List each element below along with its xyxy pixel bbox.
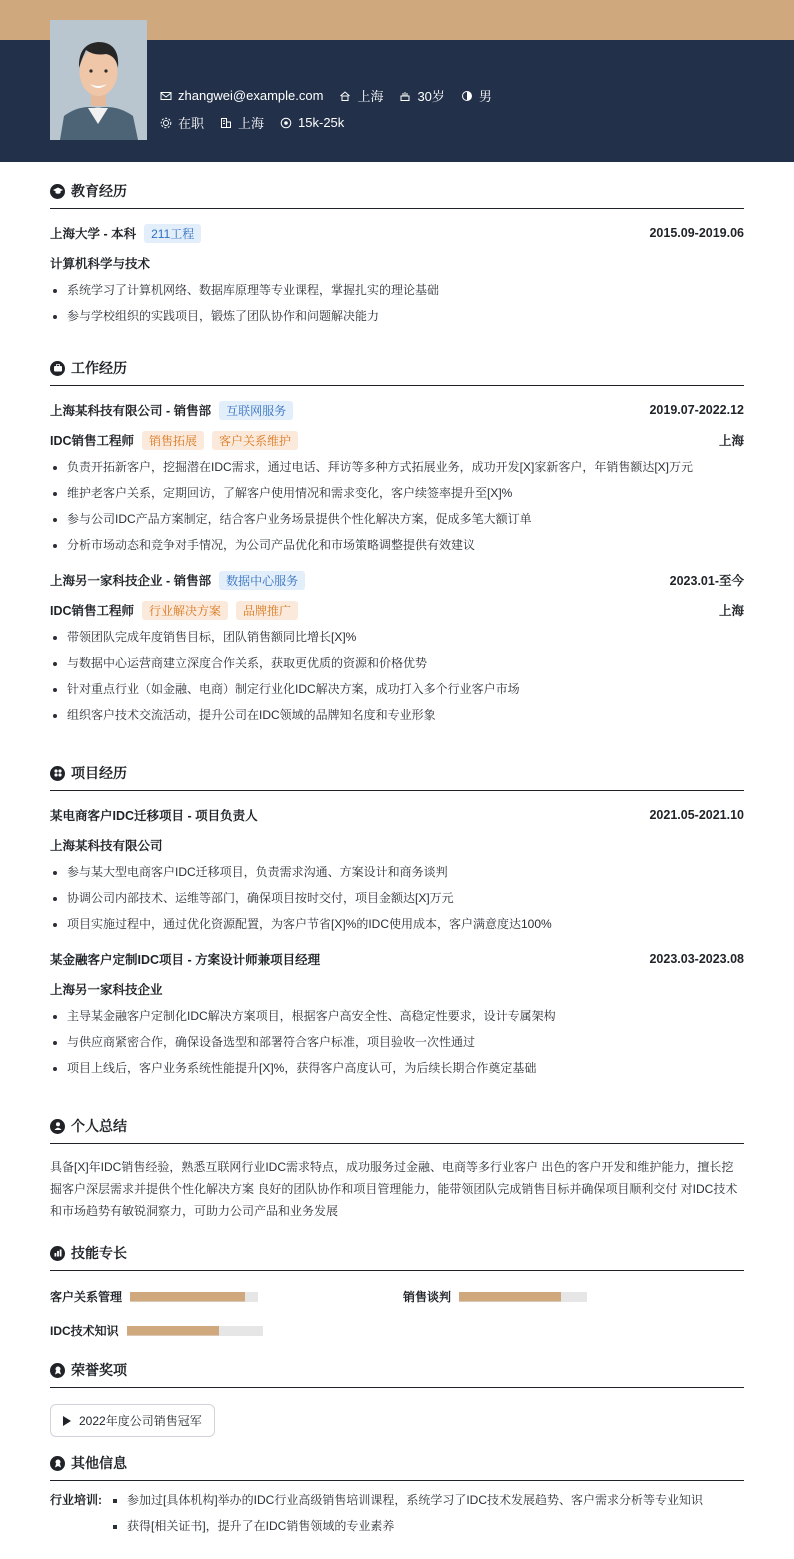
job-bullets (50, 624, 744, 728)
email-item (160, 88, 323, 103)
project-company: 上海另一家科技企业 (50, 983, 163, 997)
gender-icon (461, 90, 473, 102)
job-period: 2023.01-至今 (669, 574, 744, 588)
list-item: • 参与学校组织的实践项目，锻炼了团队协作和问题解决能力 (67, 303, 744, 329)
salary-text: 15k-25k (298, 115, 345, 130)
job-company: 上海某科技有限公司 - 销售部 (50, 404, 212, 418)
play-icon (63, 1416, 71, 1426)
skill-name: 销售谈判 (403, 1290, 452, 1304)
education-school-row (50, 223, 744, 243)
summary-header (50, 1115, 744, 1144)
list-item: • 负责开拓新客户，挖掘潜在IDC需求，通过电话、拜访等多种方式拓展业务，成功开发[X]家新客户，年销售额达[X]万元 (67, 454, 744, 480)
award-icon (50, 1363, 65, 1378)
skill-tag: 客户关系维护 (212, 431, 298, 450)
education-section (50, 180, 744, 329)
work-header (50, 357, 744, 386)
job-intent-row (160, 113, 344, 132)
job-city: 上海 (718, 604, 744, 618)
education-header (50, 180, 744, 209)
skill-name: IDC技术知识 (50, 1324, 119, 1338)
list-item: • 分析市场动态和竞争对手情况，为公司产品优化和市场策略调整提供有效建议 (67, 532, 744, 558)
projects-title: 项目经历 (71, 765, 127, 781)
user-icon (50, 1119, 65, 1134)
age-text: 30岁 (417, 89, 445, 104)
project-bullets (50, 859, 744, 937)
awards-title: 荣誉奖项 (71, 1362, 127, 1378)
summary-title: 个人总结 (71, 1118, 127, 1134)
list-item: • 参与某大型电商客户IDC迁移项目，负责需求沟通、方案设计和商务谈判 (67, 859, 744, 885)
skill-item (50, 1288, 258, 1305)
job-city: 上海 (718, 434, 744, 448)
work-city-text: 上海 (238, 116, 265, 131)
skills-header (50, 1242, 744, 1271)
job-1 (50, 400, 744, 558)
job-role: IDC销售工程师 (50, 434, 135, 448)
list-item: • 与数据中心运营商建立深度合作关系，获取更优质的资源和价格优势 (67, 650, 744, 676)
age-item (399, 86, 444, 105)
list-item: • 与供应商紧密合作，确保设备选型和部署符合客户标准，项目验收一次性通过 (67, 1029, 744, 1055)
location-item (339, 86, 383, 105)
other-title: 其他信息 (71, 1455, 127, 1471)
training-bullets (110, 1487, 703, 1539)
skill-item (403, 1288, 587, 1305)
work-section (50, 357, 744, 728)
school-name: 上海大学 - 本科 (50, 227, 137, 241)
status-text: 在职 (178, 116, 205, 131)
list-item: • 带领团队完成年度销售目标，团队销售额同比增长[X]% (67, 624, 744, 650)
project-company-row (50, 835, 744, 855)
skill-bar (459, 1292, 587, 1302)
home-icon (339, 90, 351, 102)
work-city-item (220, 113, 264, 132)
list-item: • 系统学习了计算机网络、数据库原理等专业课程，掌握扎实的理论基础 (67, 277, 744, 303)
skill-tag: 行业解决方案 (142, 601, 228, 620)
summary-text: 具备[X]年IDC销售经验，熟悉互联网行业IDC需求特点，成功服务过金融、电商等多行业客户 出色的客户开发和维护能力，擅长挖掘客户深层需求并提供个性化解决方案 良好的团队协作和项目管理能力，能带领团队完成销售目标并确保项目顺利交付 对IDC技术和市场趋势有敏锐洞察力，可助力公司产品和业务发展 (50, 1160, 738, 1218)
contact-row (160, 86, 492, 105)
education-title: 教育经历 (71, 183, 127, 199)
avatar (50, 20, 147, 140)
school-tag: 211工程 (144, 224, 201, 243)
project-name: 某电商客户IDC迁移项目 - 项目负责人 (50, 809, 258, 823)
graduation-cap-icon (50, 184, 65, 199)
education-major: 计算机科学与技术 (50, 257, 151, 271)
salary-icon (280, 117, 292, 129)
avatar-photo (50, 20, 147, 140)
list-item: • 项目上线后，客户业务系统性能提升[X]%，获得客户高度认可，为后续长期合作奠定基础 (67, 1055, 744, 1081)
job-2 (50, 570, 744, 728)
list-item: ▪ 参加过[具体机构]举办的IDC行业高级销售培训课程，系统学习了IDC技术发展趋势、客户需求分析等专业知识 (127, 1487, 703, 1513)
project-1 (50, 805, 744, 937)
email-text: zhangwei@example.com (178, 88, 324, 103)
building-icon (220, 117, 232, 129)
education-period: 2015.09-2019.06 (649, 226, 744, 240)
other-header (50, 1452, 744, 1481)
job-company-row (50, 400, 744, 420)
project-name-row (50, 805, 744, 825)
project-period: 2023.03-2023.08 (649, 952, 744, 966)
chart-icon (50, 1246, 65, 1261)
list-item: • 项目实施过程中，通过优化资源配置，为客户节省[X]%的IDC使用成本，客户满意度达100% (67, 911, 744, 937)
skill-name: 客户关系管理 (50, 1290, 123, 1304)
skills-section (50, 1242, 744, 1271)
awards-section (50, 1359, 744, 1437)
education-major-row (50, 253, 744, 273)
training-label: 行业培训: (50, 1493, 102, 1507)
skill-tag: 品牌推广 (236, 601, 298, 620)
skill-bar (127, 1326, 263, 1336)
age-icon (399, 90, 411, 102)
location-text: 上海 (357, 89, 384, 104)
project-bullets (50, 1003, 744, 1081)
job-period: 2019.07-2022.12 (649, 403, 744, 417)
list-item: • 组织客户技术交流活动，提升公司在IDC领域的品牌知名度和专业形象 (67, 702, 744, 728)
industry-tag: 数据中心服务 (219, 571, 305, 590)
job-role: IDC销售工程师 (50, 604, 135, 618)
list-item: • 参与公司IDC产品方案制定，结合客户业务场景提供个性化解决方案，促成多笔大额订单 (67, 506, 744, 532)
list-item: • 协调公司内部技术、运维等部门，确保项目按时交付，项目金额达[X]万元 (67, 885, 744, 911)
other-section (50, 1452, 744, 1539)
job-bullets (50, 454, 744, 558)
project-2 (50, 949, 744, 1081)
training-row (50, 1487, 744, 1539)
skill-bar-fill (459, 1292, 561, 1302)
project-period: 2021.05-2021.10 (649, 808, 744, 822)
projects-header (50, 762, 744, 791)
award-icon (50, 1456, 65, 1471)
job-role-row (50, 430, 744, 450)
skills-title: 技能专长 (71, 1245, 127, 1261)
list-item: • 针对重点行业（如金融、电商）制定行业化IDC解决方案，成功打入多个行业客户市场 (67, 676, 744, 702)
skill-item (50, 1322, 263, 1339)
skill-bar (130, 1292, 258, 1302)
projects-section (50, 762, 744, 1081)
status-icon (160, 117, 172, 129)
status-item (160, 113, 204, 132)
list-item: • 维护老客户关系，定期回访，了解客户使用情况和需求变化，客户续签率提升至[X]% (67, 480, 744, 506)
list-item: • 主导某金融客户定制化IDC解决方案项目，根据客户高安全性、高稳定性要求，设计专属架构 (67, 1003, 744, 1029)
skill-bar-fill (127, 1326, 219, 1336)
grid-icon (50, 766, 65, 781)
briefcase-icon (50, 361, 65, 376)
project-name-row (50, 949, 744, 969)
job-role-row (50, 600, 744, 620)
gender-text: 男 (478, 89, 492, 104)
awards-header (50, 1359, 744, 1388)
skill-bar-fill (130, 1292, 245, 1302)
award-label: 2022年度公司销售冠军 (79, 1414, 202, 1428)
project-company-row (50, 979, 744, 999)
job-company: 上海另一家科技企业 - 销售部 (50, 574, 212, 588)
list-item: ▪ 获得[相关证书]，提升了在IDC销售领域的专业素养 (127, 1513, 703, 1539)
project-company: 上海某科技有限公司 (50, 839, 163, 853)
education-bullets (50, 277, 744, 329)
job-company-row (50, 570, 744, 590)
email-icon (160, 90, 172, 102)
gender-item (461, 86, 492, 105)
work-title: 工作经历 (71, 360, 127, 376)
industry-tag: 互联网服务 (219, 401, 293, 420)
skill-tag: 销售拓展 (142, 431, 204, 450)
salary-item (280, 115, 344, 130)
award-item[interactable] (50, 1404, 215, 1437)
project-name: 某金融客户定制IDC项目 - 方案设计师兼项目经理 (50, 953, 321, 967)
summary-section (50, 1115, 744, 1222)
